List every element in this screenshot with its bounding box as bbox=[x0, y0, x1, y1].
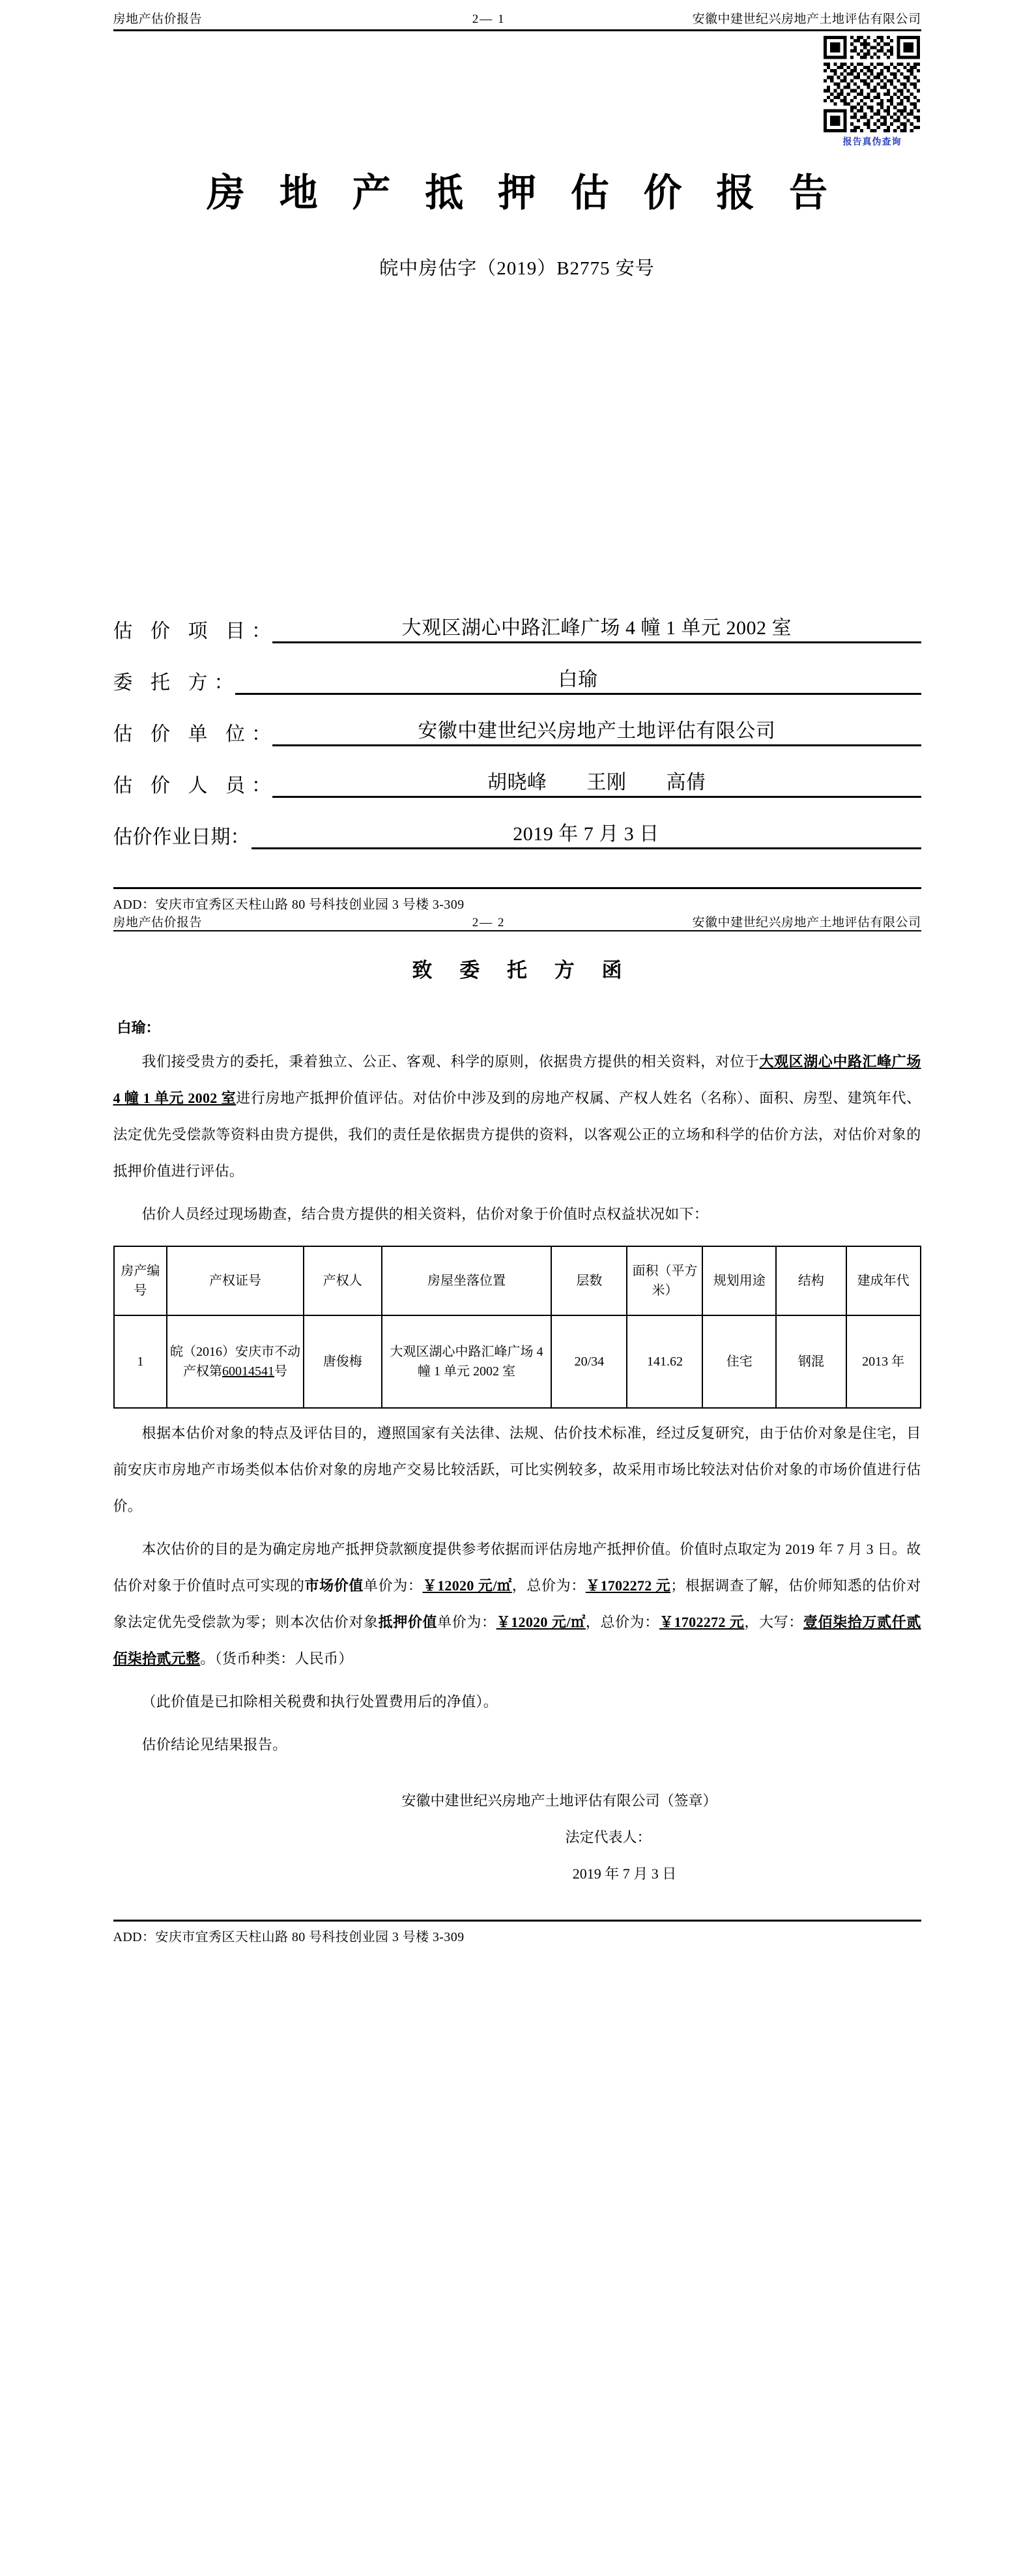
field-value-client[interactable]: 白瑜 bbox=[235, 663, 921, 695]
th-area: 面积（平方米） bbox=[627, 1246, 702, 1315]
par4-total-price: ￥1702272 元 bbox=[585, 1577, 671, 1594]
qr-code-icon[interactable] bbox=[824, 36, 920, 132]
td-address: 大观区湖心中路汇峰广场 4 幢 1 单元 2002 室 bbox=[382, 1315, 552, 1408]
running-header-left: 房地产估价报告 bbox=[113, 12, 203, 26]
footer-address-page1: ADD：安庆市宜秀区天柱山路 80 号科技创业园 3 号楼 3-309 bbox=[113, 898, 465, 912]
running-header-right: 安徽中建世纪兴房地产土地评估有限公司 bbox=[692, 12, 921, 26]
par4-s8: 。（货币种类：人民币） bbox=[200, 1650, 353, 1667]
th-owner: 产权人 bbox=[304, 1246, 382, 1315]
letter-paragraph-3: 根据本估价对象的特点及评估目的，遵照国家有关法律、法规、估价技术标准，经过反复研究，由于估价对象是住宅，目前安庆市房地产市场类似本估价对象的房地产交易比较活跃，可比实例较多，故采用市场比较法对估价对象的市场价值进行估价。 bbox=[113, 1425, 921, 1514]
field-value-project[interactable]: 大观区湖心中路汇峰广场 4 幢 1 单元 2002 室 bbox=[272, 611, 921, 643]
par1-subject-property: 大观区湖心中路汇峰广场 4 幢 1 单元 2002 室 bbox=[113, 1053, 921, 1106]
letter-paragraph-5: （此价值是已扣除相关税费和执行处置费用后的净值）。 bbox=[141, 1693, 498, 1710]
field-colon-appraisal-firm: ： bbox=[251, 724, 271, 745]
cert-suffix: 号 bbox=[274, 1364, 288, 1379]
field-row-appraisal-date bbox=[113, 817, 921, 849]
document-subtitle: 皖中房估字（2019）B2775 安号 bbox=[379, 258, 655, 279]
letter-paragraph-6: 估价结论见结果报告。 bbox=[141, 1736, 287, 1753]
signature-company: 安徽中建世纪兴房地产土地评估有限公司（签章） bbox=[401, 1793, 717, 1809]
field-value-appraisers[interactable]: 胡晓峰 王刚 高倩 bbox=[272, 766, 921, 798]
cert-prefix: 皖（2016）安庆市不动产权第 bbox=[170, 1345, 301, 1379]
par4-s3: ，总价为： bbox=[511, 1577, 586, 1594]
par4-mortgage-unit-price: ￥12020 元/㎡ bbox=[496, 1614, 586, 1630]
qr-caption-label: 报告真伪查询 bbox=[842, 136, 902, 147]
field-value-appraisal-firm[interactable]: 安徽中建世纪兴房地产土地评估有限公司 bbox=[272, 714, 921, 746]
th-address: 房屋坐落位置 bbox=[382, 1246, 552, 1315]
qr-verification-block[interactable] bbox=[824, 36, 921, 148]
letter-salutation: 白瑜： bbox=[117, 1019, 160, 1036]
cover-fields bbox=[113, 611, 921, 849]
running-header-page1 bbox=[113, 0, 921, 27]
running-header2-center: 2— 2 bbox=[472, 916, 506, 929]
par4-mortgage-value-label: 抵押价值 bbox=[378, 1614, 438, 1630]
field-label-client: 委 托 方 bbox=[113, 672, 214, 694]
field-colon-project: ： bbox=[251, 621, 271, 642]
par4-market-value-label: 市场价值 bbox=[304, 1577, 364, 1594]
td-property-no: 1 bbox=[114, 1315, 167, 1408]
field-row-project bbox=[113, 611, 921, 643]
header2-divider-rule bbox=[113, 930, 921, 931]
running-header-center: 2— 1 bbox=[472, 12, 506, 26]
th-certificate-no: 产权证号 bbox=[167, 1246, 304, 1315]
field-label-appraisal-date: 估价作业日期 bbox=[113, 827, 231, 848]
running-header2-left: 房地产估价报告 bbox=[113, 916, 203, 929]
table-header-row bbox=[114, 1246, 921, 1315]
th-property-no: 房产编号 bbox=[114, 1246, 167, 1315]
field-label-appraisers: 估 价 人 员 bbox=[113, 775, 251, 797]
par1-part1: 我们接受贵方的委托，秉着独立、公正、客观、科学的原则，依据贵方提供的相关资料，对位于 bbox=[141, 1053, 760, 1070]
td-year-built: 2013 年 bbox=[846, 1315, 921, 1408]
field-label-appraisal-firm: 估 价 单 位 bbox=[113, 724, 251, 745]
field-value-appraisal-date[interactable]: 2019 年 7 月 3 日 bbox=[251, 817, 921, 849]
td-structure: 钢混 bbox=[776, 1315, 846, 1408]
par4-amount-in-words: 壹佰柒拾万贰仟贰佰柒拾贰元整 bbox=[113, 1614, 921, 1667]
par1-part2: 进行房地产抵押价值评估。对估价中涉及到的房地产权属、产权人姓名（名称）、面积、房型、建筑年代、法定优先受偿款等资料由贵方提供，我们的责任是依据贵方提供的资料，以客观公正的立场和科学的估价方法，对估价对象的抵押价值进行评估。 bbox=[113, 1090, 921, 1179]
field-row-client bbox=[113, 663, 921, 695]
document-title: 房 地 产 抵 押 估 价 报 告 bbox=[206, 171, 840, 214]
field-colon-appraisal-date: ： bbox=[230, 827, 250, 848]
par4-s7: ，大写： bbox=[744, 1614, 803, 1630]
signature-legal-representative: 法定代表人： bbox=[565, 1829, 652, 1845]
th-year-built: 建成年代 bbox=[846, 1246, 921, 1315]
field-row-appraisers bbox=[113, 766, 921, 798]
field-colon-client: ： bbox=[214, 672, 234, 694]
par4-s5: 单价为： bbox=[437, 1614, 496, 1630]
letter-paragraph-1 bbox=[113, 1044, 921, 1190]
cert-number: 60014541 bbox=[222, 1364, 275, 1379]
running-header-page2 bbox=[113, 913, 921, 930]
page-content bbox=[113, 0, 921, 1945]
td-floor: 20/34 bbox=[551, 1315, 627, 1408]
signature-block bbox=[113, 1783, 921, 1892]
letter-paragraph-2: 估价人员经过现场勘查，结合贵方提供的相关资料，估价对象于价值时点权益状况如下： bbox=[141, 1206, 709, 1222]
field-colon-appraisers: ： bbox=[251, 775, 271, 797]
td-certificate-no bbox=[167, 1315, 304, 1408]
field-label-project: 估 价 项 目 bbox=[113, 621, 251, 642]
par4-mortgage-total-price: ￥1702272 元 bbox=[659, 1614, 745, 1630]
par4-s6: ，总价为： bbox=[585, 1614, 659, 1630]
par4-s1: 本次估价的目的是为确定房地产抵押贷款额度提供参考依据而评估房地产抵押价值。价值时点取定为 2019 年 7 月 3 日。故估价对象于价值时点可实现的 bbox=[113, 1541, 921, 1594]
signature-date: 2019 年 7 月 3 日 bbox=[572, 1866, 677, 1882]
letter-title: 致 委 托 方 函 bbox=[412, 959, 633, 982]
table-row bbox=[114, 1315, 921, 1408]
table-head bbox=[114, 1246, 921, 1315]
par4-unit-price: ￥12020 元/㎡ bbox=[422, 1577, 512, 1594]
running-header2-right: 安徽中建世纪兴房地产土地评估有限公司 bbox=[692, 916, 921, 929]
td-area: 141.62 bbox=[627, 1315, 702, 1408]
table-body bbox=[114, 1315, 921, 1408]
letter-paragraph-4 bbox=[113, 1531, 921, 1677]
th-floor: 层数 bbox=[551, 1246, 627, 1315]
field-row-appraisal-firm bbox=[113, 714, 921, 746]
td-planned-use: 住宅 bbox=[702, 1315, 776, 1408]
property-info-table bbox=[113, 1246, 921, 1409]
footer-address-page2: ADD：安庆市宜秀区天柱山路 80 号科技创业园 3 号楼 3-309 bbox=[113, 1930, 465, 1944]
td-owner: 唐俊梅 bbox=[304, 1315, 382, 1408]
th-structure: 结构 bbox=[776, 1246, 846, 1315]
par4-s2: 单价为： bbox=[364, 1577, 423, 1594]
th-planned-use: 规划用途 bbox=[702, 1246, 776, 1315]
par4-s4: ；根据调查了解，估价师知悉的估价对象法定优先受偿款为零；则本次估价对象 bbox=[113, 1577, 921, 1630]
